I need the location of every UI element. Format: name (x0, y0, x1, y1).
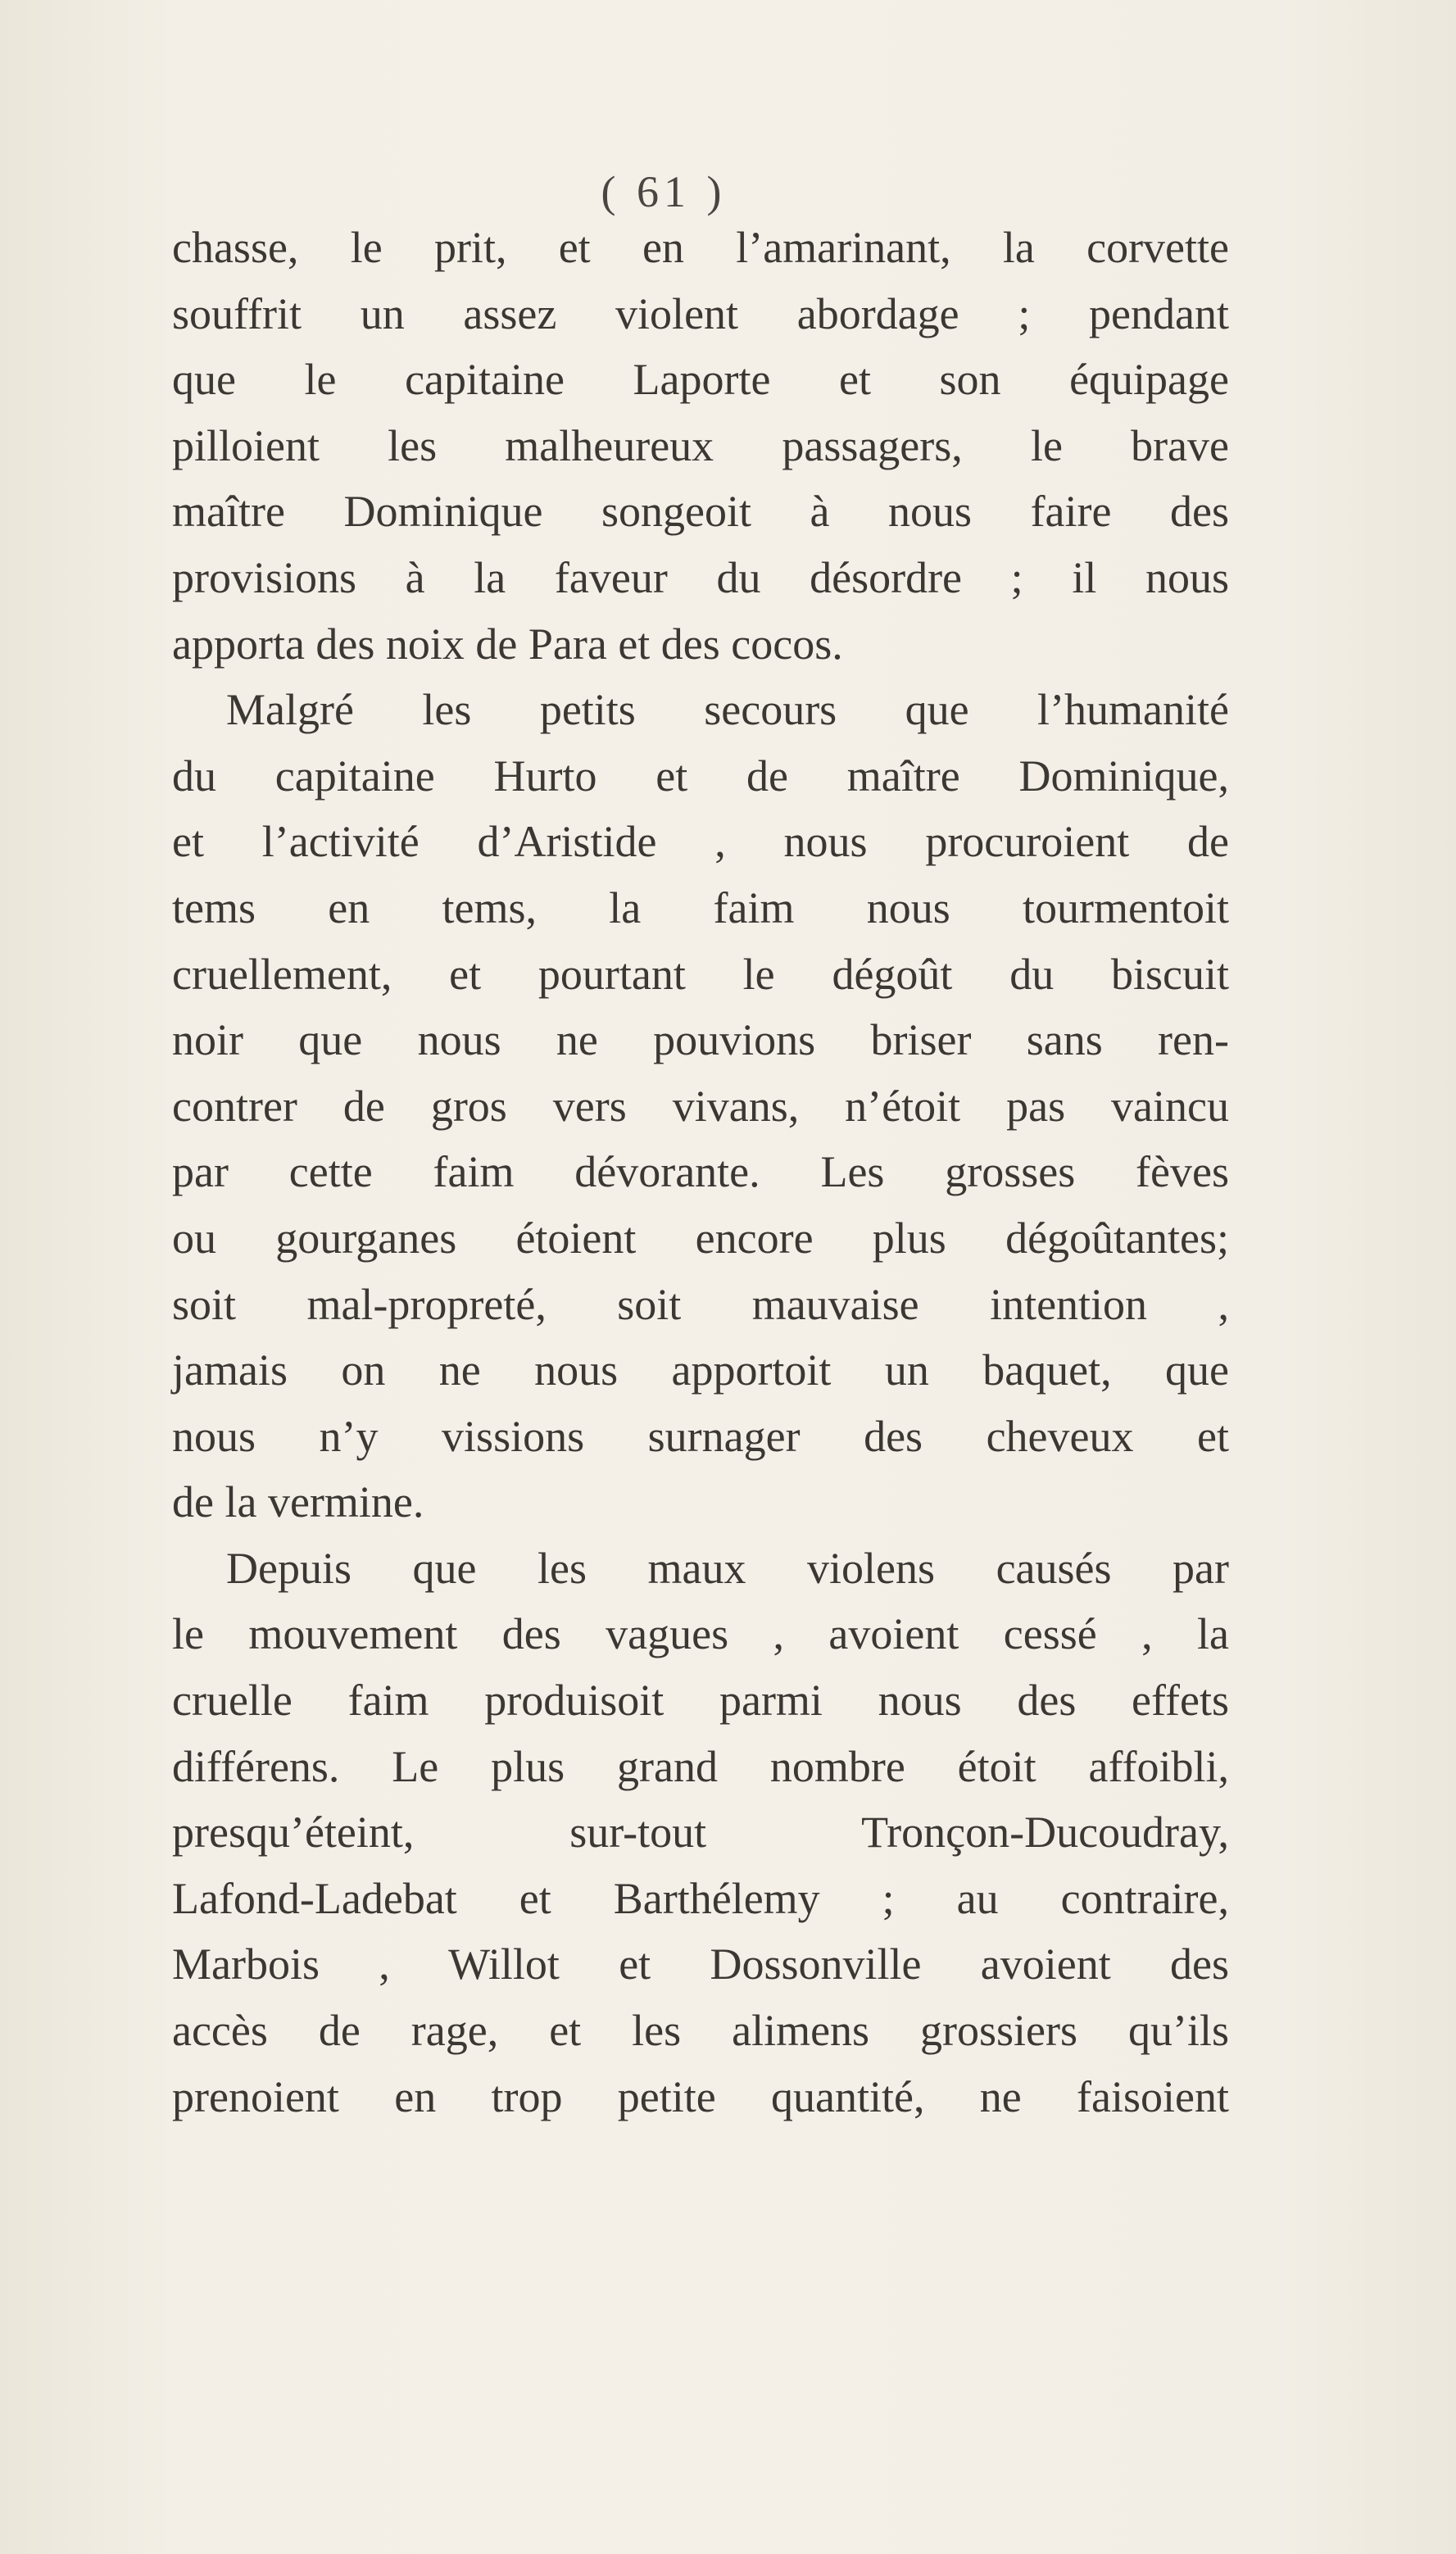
text-line: nous n’y vissions surnager des cheveux et (172, 1411, 1229, 1461)
text-line: et l’activité d’Aristide , nous procuroient de (172, 817, 1229, 867)
text-line: jamais on ne nous apportoit un baquet, que (172, 1345, 1229, 1395)
text-line: différens. Le plus grand nombre étoit affoibli, (172, 1741, 1229, 1791)
text-line: prenoient en trop petite quantité, ne faisoient (172, 2071, 1229, 2121)
body-text (172, 215, 1229, 2130)
text-line: provisions à la faveur du désordre ; il nous (172, 552, 1229, 602)
text-line: Malgré les petits secours que l’humanité (226, 685, 1229, 735)
text-line: du capitaine Hurto et de maître Dominique, (172, 751, 1229, 801)
text-line: Depuis que les maux violens causés par (226, 1543, 1229, 1593)
text-line: ou gourganes étoient encore plus dégoûtantes; (172, 1213, 1229, 1263)
text-line: contrer de gros vers vivans, n’étoit pas vaincu (172, 1081, 1229, 1131)
text-line: le mouvement des vagues , avoient cessé , la (172, 1609, 1229, 1659)
text-line: que le capitaine Laporte et son équipage (172, 355, 1229, 405)
page-number: ( 61 ) (601, 167, 727, 216)
text-line: souffrit un assez violent abordage ; pendant (172, 288, 1229, 338)
text-line: cruellement, et pourtant le dégoût du biscuit (172, 949, 1229, 999)
text-line: chasse, le prit, et en l’amarinant, la corvette (172, 223, 1229, 272)
text-line: cruelle faim produisoit parmi nous des effets (172, 1676, 1229, 1726)
text-line: presqu’éteint, sur-tout Tronçon-Ducoudray, (172, 1808, 1229, 1858)
text-line: accès de rage, et les alimens grossiers qu’ils (172, 2006, 1229, 2056)
text-line: Lafond-Ladebat et Barthélemy ; au contraire, (172, 1873, 1229, 1923)
text-line: Marbois , Willot et Dossonville avoient des (172, 1939, 1229, 1989)
text-line: noir que nous ne pouvions briser sans ren- (172, 1015, 1229, 1065)
text-line: pilloient les malheureux passagers, le brave (172, 420, 1229, 470)
text-line: apporta des noix de Para et des cocos. (172, 619, 843, 669)
text-line: tems en tems, la faim nous tourmentoit (172, 882, 1229, 932)
text-line: maître Dominique songeoit à nous faire des (172, 487, 1229, 537)
text-line: de la vermine. (172, 1477, 424, 1527)
text-line: soit mal-propreté, soit mauvaise intention , (172, 1279, 1229, 1329)
text-line: par cette faim dévorante. Les grosses fèves (172, 1147, 1229, 1197)
